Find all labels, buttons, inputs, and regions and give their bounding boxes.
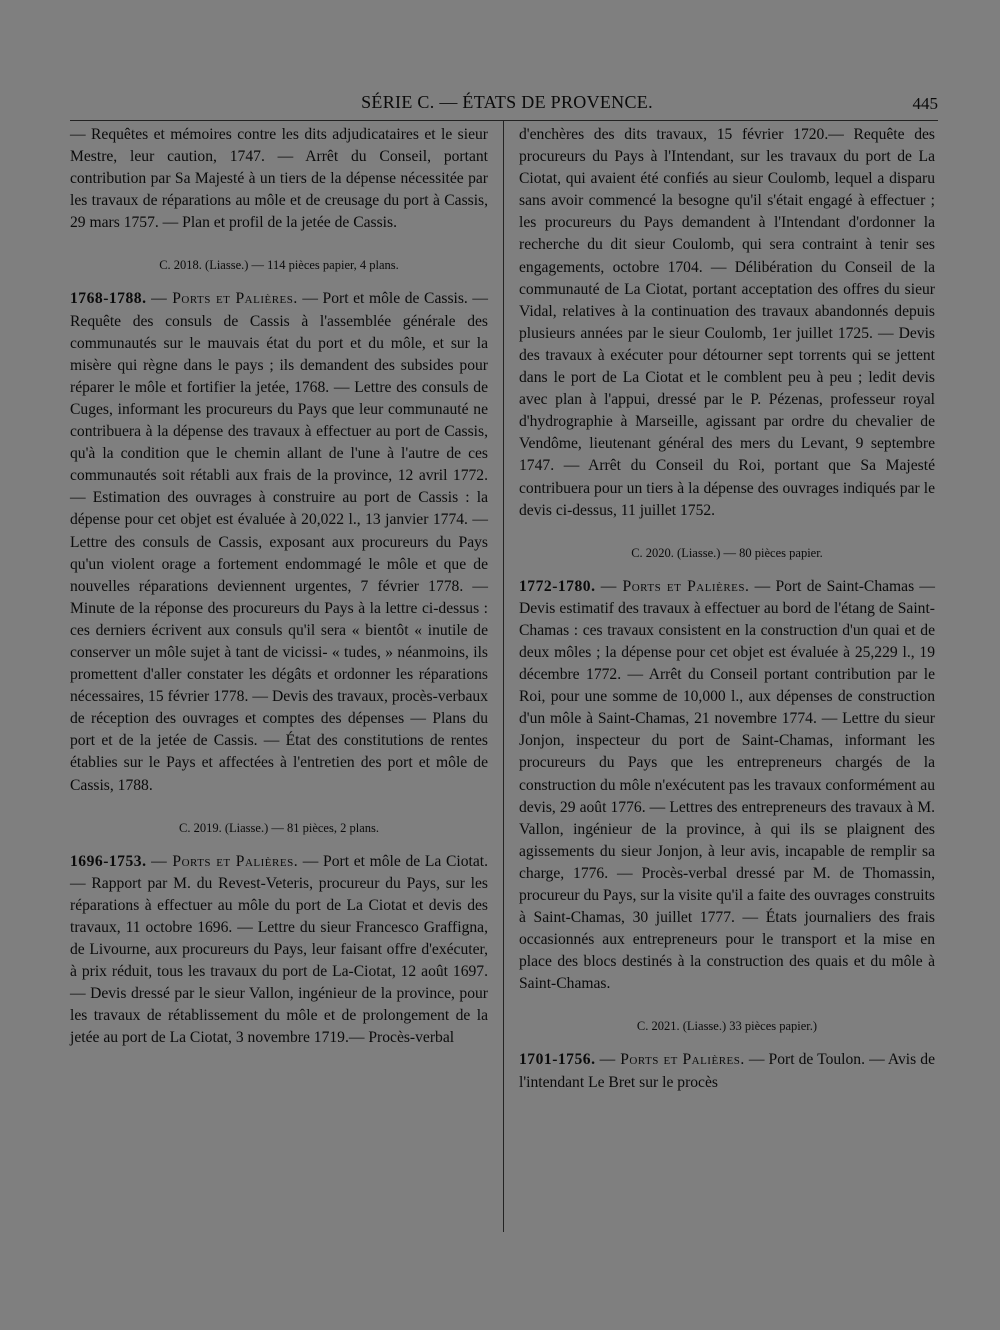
entry-text: — Port et môle de Cassis. — Requête des consuls de Cassis à l'assemblée générale des communautés sur le mauvais état du port et du môle, et sur la misère qui règne dans le pays ; ils demandent des subsides pour réparer le môle et fortifier la jetée, 1768. — Lettre des consuls de Cuges, informant les procureurs du Pays que leur communauté ne contribuera à la dépense des travaux à effectuer au port de Cassis, qu'à la condition que le chemin allant de l'une à l'autre de ces communautés soit rétabli aux frais de la province, 12 avril 1772. — Estimation des ouvrages à construire au port de Cassis : la dépense pour cet objet est évaluée à 20,022 l., 13 janvier 1774. — Lettre des consuls de Cassis, exposant aux procureurs du Pays qu'un violent orage a fortement endommagé le môle et que de nouvelles réparations deviennent urgentes, 7 février 1778. — Minute de la réponse des procureurs du Pays à la lettre ci-dessus : ces derniers écrivent aux consuls qu'il sera « bientôt « inutile de conserver un môle sujet à tant de vicissi- « tudes, » néanmoins, ils promettent d'aller constater les dégâts et ordonner les réparations nécessaires, 15 février 1778. — Devis des travaux, procès-verbaux de réception des ouvrages et comptes des dépenses — Plans du port et de la jetée de Cassis. — État des constitutions de rentes établies sur le Pays et affectées à l'entretien des port et môle de Cassis, 1788. — [70, 290, 488, 794]
entry-text: — Port de Saint-Chamas — Devis estimatif des travaux à effectuer au bord de l'étang de Saint-Chamas : ces travaux consistent en la construction d'un quai et de deux môles ; la dépense pour cet objet est évaluée à 25,229 l., 19 décembre 1772. — Arrêt du Conseil portant contribution par le Roi, pour une somme de 10,000 l., aux dépenses de construction d'un môle à Saint-Chamas, 21 novembre 1774. — Lettre du sieur Jonjon, inspecteur du port de Saint-Chamas, informant les procureurs du Pays que les entrepreneurs chargés de la construction du môle n'exécutent pas les travaux conformément au devis, 29 août 1776. — Lettres des entrepreneurs des travaux à M. Vallon, ingénieur de la province, à qui ils se plaignent des agissements du sieur Jonjon, à leur avis, incapable de remplir sa charge, 1776. — Procès-verbal dressé par M. de Thomassin, procureur du Pays, sur la visite qu'il a faite des ouvrages construits à Saint-Chamas, 30 juillet 1777. — États journaliers des frais occasionnés aux entrepreneurs pour le transport et la mise en place des blocs destinés à la construction des quais et du môle à Saint-Chamas. — [519, 577, 936, 993]
right-column — [519, 124, 935, 1094]
entry-c2019 — [70, 851, 488, 1050]
left-column — [70, 124, 488, 1049]
cote-c2020: C. 2020. (Liasse.) — 80 pièces papier. — [631, 545, 823, 560]
entry-text: — Port et môle de La Ciotat. — Rapport par M. du Revest-Veteris, procureur du Pays, sur les réparations à effectuer au môle du port de La Ciotat et devis des travaux, 11 octobre 1696. — Lettre du sieur Francesco Graffigna, de Livourne, aux procureurs du Pays, leur faisant offre d'exécuter, à prix réduit, tous les travaux du port de La-Ciotat, 12 août 1697. — Devis dressé par le sieur Vallon, ingénieur de la province, pour les travaux de rétablissement du môle et de prolongement de la jetée au port de La Ciotat, 3 novembre 1719.— Procès-verbal — [70, 852, 488, 1047]
entry-dates: 1696-1753. — [70, 852, 147, 870]
entry-rubric: — Ports et Palières. — [599, 1051, 745, 1069]
running-head — [70, 92, 944, 120]
entry-rubric: — Ports et Palières. — [151, 852, 299, 870]
continued-entry-paragraph: d'enchères des dits travaux, 15 février 1720.— Requête des procureurs du Pays à l'Intendant, sur les travaux du port de La Ciotat, qui avaient été confiés au sieur Coulomb, lequel a disparu sans avoir commencé la besogne qu'il s'était engagé à effectuer ; les procureurs du Pays demandent à l'Intendant d'ordonner la recherche du dit sieur Coulomb, qui sera contraint à tenir ses engagements, octobre 1704. — Délibération du Conseil de la communauté de La Ciotat, portant acceptation des offres du sieur Vidal, relatives à la continuation des travaux abandonnés depuis plusieurs années par le sieur Coulomb, 1er juillet 1725. — Devis des travaux à exécuter pour détourner sept torrents qui se jettent dans le port de La Ciotat et le comblent peu à peu ; ledit devis avec plan à l'appui, dressé par le P. Pézenas, professeur royal d'hydrographie à Marseille, agissant par ordre du chevalier de Vendôme, lieutenant général des mers du Levant, 9 septembre 1747. — Arrêt du Conseil du Roi, portant que Sa Majesté contribuera pour un tiers à la dépense des ouvrages indiqués par le devis ci-dessus, 11 juillet 1752. — [519, 126, 935, 519]
entry-rubric: — Ports et Palières. — [151, 290, 298, 308]
entry-c2020 — [519, 576, 935, 996]
entry-dates: 1772-1780. — [519, 577, 596, 595]
header-rule — [70, 120, 938, 121]
entry-c2021 — [519, 1049, 935, 1093]
page-number: 445 — [912, 94, 938, 113]
column-divider — [503, 120, 504, 1232]
cote-c2021: C. 2021. (Liasse.) 33 pièces papier.) — [636, 1019, 818, 1034]
entry-rubric: — Ports et Palières. — [600, 577, 750, 595]
continued-entry-paragraph: — Requêtes et mémoires contre les dits adjudicataires et le sieur Mestre, leur caution, 1747. — Arrêt du Conseil, portant contribution par Sa Majesté à un tiers de la dépense nécessitée par les travaux de réparations au môle et de creusage du port à Cassis, 29 mars 1757. — Plan et profil de la jetée de Cassis. — [70, 126, 488, 232]
cote-c2019: C. 2019. (Liasse.) — 81 pièces, 2 plans. — [179, 820, 379, 835]
entry-dates: 1768-1788. — [70, 290, 147, 308]
entry-dates: 1701-1756. — [519, 1051, 596, 1069]
entry-text: — Port de Toulon. — Avis de l'intendant Le Bret sur le procès — [519, 1051, 935, 1091]
cote-c2018: C. 2018. (Liasse.) — 114 pièces papier, 4 plans. — [159, 258, 399, 273]
entry-c2018 — [70, 288, 488, 796]
page-title: SÉRIE C. — ÉTATS DE PROVENCE. — [361, 92, 653, 112]
